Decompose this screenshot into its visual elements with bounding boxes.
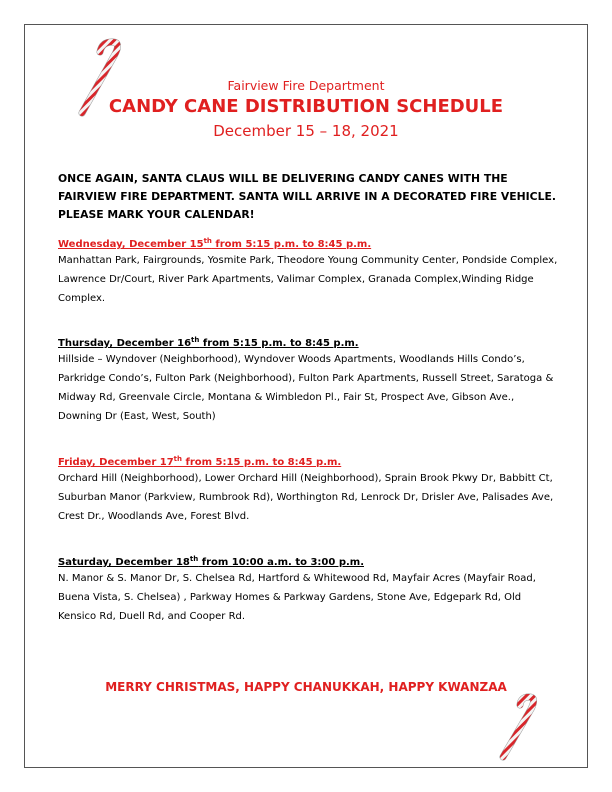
page-title: CANDY CANE DISTRIBUTION SCHEDULE	[108, 96, 504, 117]
locations-saturday: N. Manor & S. Manor Dr, S. Chelsea Rd, Hartford & Whitewood Rd, Mayfair Acres (Mayfair Road, Buena Vista, S. Chelsea) , Parkway Homes & Parkway Gardens, Stone Ave, Edgepark Rd, Old Kensico Rd, Duell Rd, and Cooper Rd.	[58, 573, 536, 622]
date-range: December 15 – 18, 2021	[213, 122, 399, 140]
schedule-heading-friday: Friday, December 17th from 5:15 p.m. to 8:45 p.m.	[58, 455, 342, 468]
locations-wednesday: Manhattan Park, Fairgrounds, Yosmite Park, Theodore Young Community Center, Pondside Complex, Lawrence Dr/Court, River Park Apartments, Valimar Complex, Granada Complex,Winding Ridge Complex.	[58, 255, 558, 304]
schedule-heading-thursday: Thursday, December 16th from 5:15 p.m. to 8:45 p.m.	[58, 336, 359, 349]
locations-friday: Orchard Hill (Neighborhood), Lower Orchard Hill (Neighborhood), Sprain Brook Pkwy Dr, Babbitt Ct, Suburban Manor (Parkview, Rumbrook Rd), Worthington Rd, Lenrock Dr, Drisler Ave, Palisades Ave, Crest Dr., Woodlands Ave, Forest Blvd.	[58, 473, 554, 522]
intro-text: ONCE AGAIN, SANTA CLAUS WILL BE DELIVERING CANDY CANES WITH THE FAIRVIEW FIRE DEPARTMENT. SANTA WILL ARRIVE IN A DECORATED FIRE VEHICLE. PLEASE MARK YOUR CALENDAR!	[58, 172, 556, 221]
schedule-heading-saturday: Saturday, December 18th from 10:00 a.m. to 3:00 p.m.	[58, 555, 364, 568]
locations-thursday: Hillside – Wyndover (Neighborhood), Wyndover Woods Apartments, Woodlands Hills Condo’s, Parkridge Condo’s, Fulton Park (Neighborhood), Fulton Park Apartments, Russell Street, Saratoga & Midway Rd, Greenvale Circle, Montana & Wimbledon Pl., Fair St, Prospect Ave, Gibson Ave., Downing Dr (East, West, South)	[58, 354, 554, 422]
candy-cane-icon	[493, 693, 553, 763]
holiday-greeting: MERRY CHRISTMAS, HAPPY CHANUKKAH, HAPPY KWANZAA	[105, 680, 507, 694]
schedule-heading-wednesday: Wednesday, December 15th from 5:15 p.m. to 8:45 p.m.	[58, 237, 372, 250]
department-name: Fairview Fire Department	[227, 78, 385, 93]
